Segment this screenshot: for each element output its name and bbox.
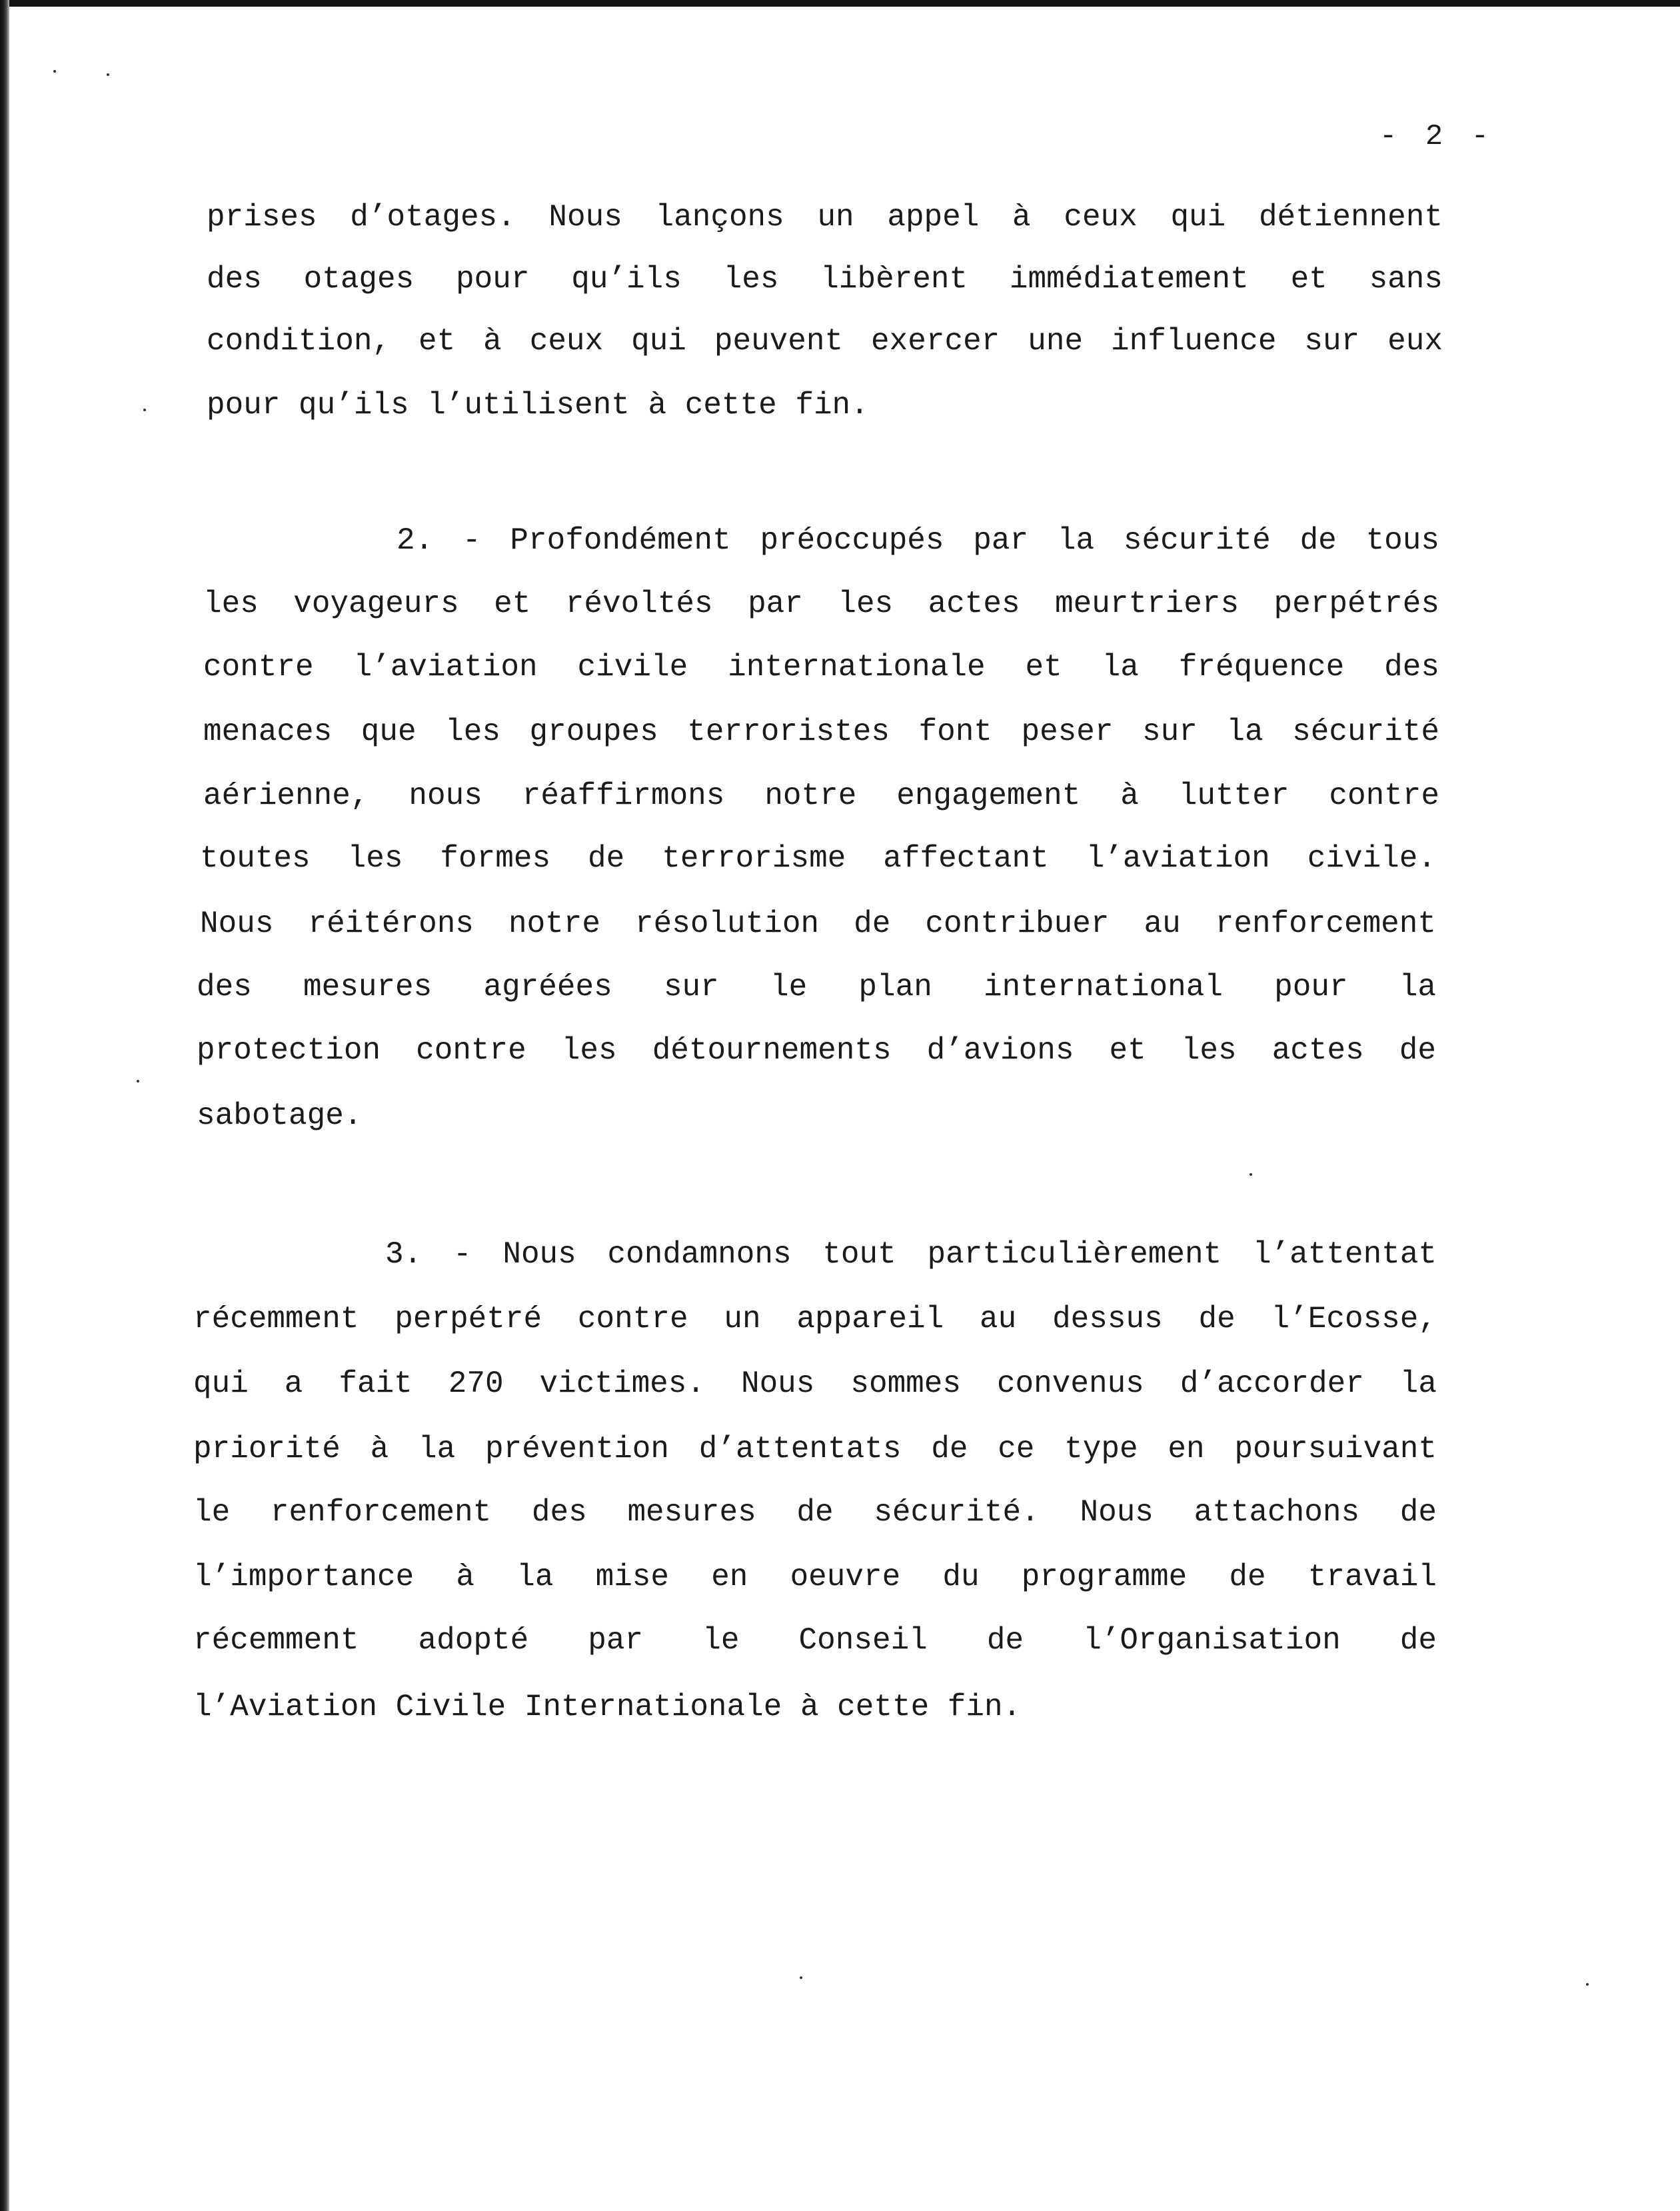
paragraph-2-line-7: Nous réitérons notre résolution de contribuer au renforcement bbox=[200, 907, 1436, 941]
paragraph-2-line-6: toutes les formes de terrorisme affectant l’aviation civile. bbox=[200, 841, 1436, 876]
paragraph-3-line-5: le renforcement des mesures de sécurité. Nous attachons de bbox=[193, 1495, 1437, 1530]
scan-speck bbox=[53, 70, 56, 73]
paragraph-2-line-1: 2. - Profondément préoccupés par la sécurité de tous bbox=[397, 523, 1439, 558]
scan-speck bbox=[143, 409, 146, 411]
paragraph-3-line-1: 3. - Nous condamnons tout particulièrement l’attentat bbox=[385, 1237, 1437, 1272]
scan-speck bbox=[1586, 1983, 1589, 1986]
paragraph-2-line-2: les voyageurs et révoltés par les actes meurtriers perpétrés bbox=[203, 587, 1439, 621]
paragraph-2-line-3: contre l’aviation civile internationale et la fréquence des bbox=[203, 650, 1439, 685]
scan-speck bbox=[107, 73, 109, 76]
paragraph-2-line-10: sabotage. bbox=[197, 1099, 363, 1133]
paragraph-2-line-5: aérienne, nous réaffirmons notre engagement à lutter contre bbox=[203, 779, 1439, 813]
paragraph-2-line-9: protection contre les détournements d’avions et les actes de bbox=[197, 1033, 1436, 1068]
paragraph-1-line-3: condition, et à ceux qui peuvent exercer une influence sur eux bbox=[207, 324, 1443, 359]
page-number: - 2 - bbox=[1379, 120, 1495, 153]
scan-speck bbox=[800, 1976, 802, 1979]
paragraph-1-line-1: prises d’otages. Nous lançons un appel à ceux qui détiennent bbox=[207, 200, 1443, 235]
paragraph-3-line-6: l’importance à la mise en oeuvre du programme de travail bbox=[193, 1560, 1437, 1594]
paragraph-1-line-2: des otages pour qu’ils les libèrent immédiatement et sans bbox=[207, 262, 1443, 297]
scan-top-edge bbox=[0, 0, 1680, 7]
paragraph-1-line-4: pour qu’ils l’utilisent à cette fin. bbox=[207, 388, 869, 423]
paragraph-3-line-8: l’Aviation Civile Internationale à cette fin. bbox=[193, 1690, 1022, 1724]
paragraph-3-line-2: récemment perpétré contre un appareil au dessus de l’Ecosse, bbox=[193, 1302, 1437, 1336]
paragraph-2-line-8: des mesures agréées sur le plan international pour la bbox=[197, 970, 1436, 1005]
scan-left-edge bbox=[0, 0, 9, 2211]
paragraph-3-line-4: priorité à la prévention d’attentats de ce type en poursuivant bbox=[193, 1432, 1437, 1466]
paragraph-2-line-4: menaces que les groupes terroristes font peser sur la sécurité bbox=[203, 715, 1439, 749]
paragraph-3-line-3: qui a fait 270 victimes. Nous sommes convenus d’accorder la bbox=[193, 1366, 1437, 1401]
paragraph-3-line-7: récemment adopté par le Conseil de l’Organisation de bbox=[193, 1623, 1437, 1658]
scan-speck bbox=[1250, 1173, 1252, 1176]
scan-speck bbox=[137, 1080, 139, 1083]
